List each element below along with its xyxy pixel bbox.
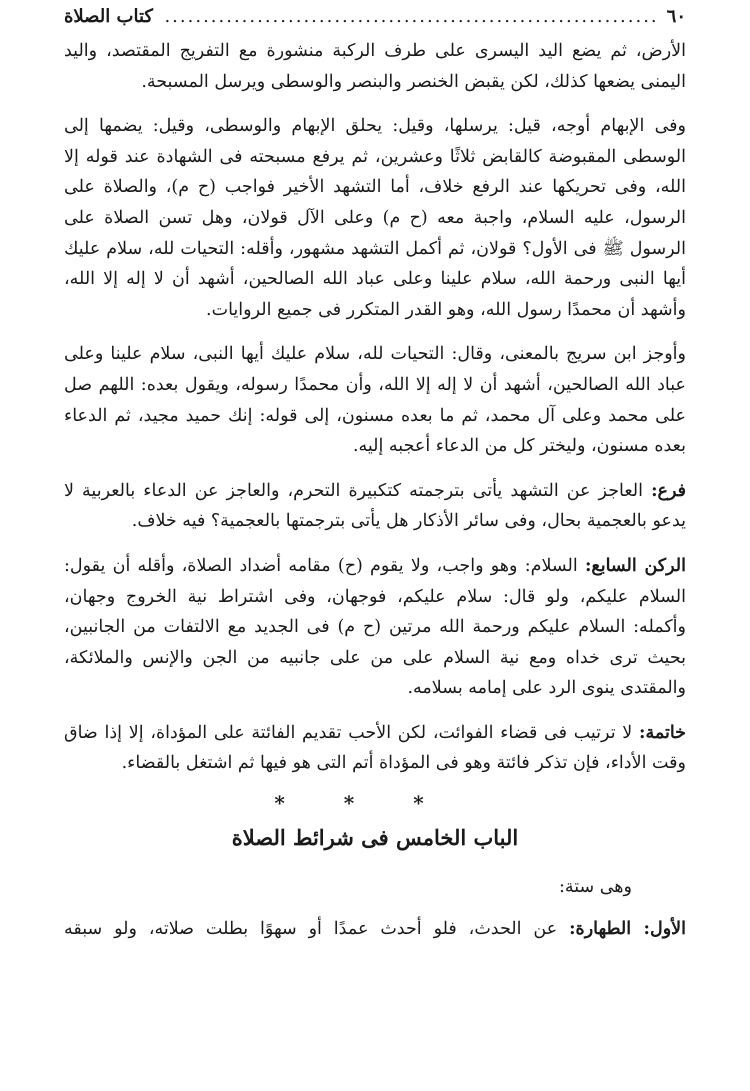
paragraph-khatima bbox=[64, 718, 686, 779]
far-text: العاجز عن التشهد يأتى بترجمته كتكبيرة التحرم، والعاجز عن الدعاء بالعربية لا يدعو بالعجمية بحال، وفى سائر الأذكار هل يأتى بترجمتها بالعجمية؟ فيه خلاف. bbox=[64, 480, 686, 532]
far-label: فرع: bbox=[651, 480, 686, 501]
first-condition-text: عن الحدث، فلو أحدث عمدًا أو سهوًا بطلت صلاته، ولو سبقه bbox=[64, 919, 570, 940]
first-condition-label: الأول: الطهارة: bbox=[569, 919, 686, 940]
section-separator: * * * bbox=[274, 791, 450, 816]
khatima-text: لا ترتيب فى قضاء الفوائت، لكن الأحب تقديم الفائتة على المؤداة، إلا إذا ضاق وقت الأداء، فإن تذكر فائتة وهو فى المؤداة أتم التى هو فيها ثم اشتغل بالقضاء. bbox=[64, 722, 686, 774]
page-number: ٦٠ bbox=[666, 6, 686, 27]
paragraph-thumb-and-tashahhud: وفى الإبهام أوجه، قيل: يرسلها، وقيل: يحلق الإبهام والوسطى، وقيل: يضمها إلى الوسطى المقبوضة كالقابض ثلاثًا وعشرين، ثم يرفع مسبحته فى الشهادة عند قوله إلا الله، وفى تحريكها عند الرفع خلاف، أما التشهد الأخير فواجب (ح م)، والصلاة على الرسول، عليه السلام، واجبة معه (ح م) وعلى الآل قولان، وهل تسن الصلاة على الرسول ﷺ فى الأول؟ قولان، ثم أكمل التشهد مشهور، وأقله: التحيات لله، سلام عليك أيها النبى ورحمة الله، سلام علينا وعلى عباد الله الصالحين، أشهد أن لا إله إلا الله، وأشهد أن محمدًا رسول الله، وهو القدر المتكرر فى جميع الروايات. bbox=[64, 116, 686, 320]
chapter-title: الباب الخامس فى شرائط الصلاة bbox=[231, 825, 519, 851]
first-condition bbox=[64, 914, 686, 944]
dotted-leader bbox=[161, 4, 659, 30]
paragraph-hand-placement: الأرض، ثم يضع اليد اليسرى على طرف الركبة منشورة مع التفريج المقتصد، واليد اليمنى يضعها كذلك، لكن يقبض الخنصر والبنصر والوسطى ويرسل المسبحة. bbox=[64, 41, 686, 92]
paragraph-seventh-pillar bbox=[64, 551, 686, 704]
chapter-intro: وهى ستة: bbox=[558, 877, 632, 898]
khatima-label: خاتمة: bbox=[639, 722, 686, 743]
paragraph-ibn-surayj: وأوجز ابن سريج بالمعنى، وقال: التحيات لله، سلام عليك أيها النبى، سلام علينا وعلى عباد الله الصالحين، أشهد أن لا إله إلا الله، وأن محمدًا رسوله، ويقول بعده: اللهم صل على محمد وعلى آل محمد، ثم ما بعده مسنون، إلى قوله: إنك حميد مجيد، ثم الدعاء بعده مسنون، وليختر كل من الدعاء أعجبه إليه. bbox=[64, 344, 686, 457]
running-title: كتاب الصلاة bbox=[64, 6, 153, 27]
running-header bbox=[64, 4, 686, 30]
seventh-pillar-text: السلام: وهو واجب، ولا يقوم (ح) مقامه أضداد الصلاة، وأقله أن يقول: السلام عليكم، ولو قال: سلام عليكم، فوجهان، وفى اشتراط نية الخروج وجهان، وأكمله: السلام عليكم ورحمة الله مرتين (ح م) فى الجديد مع الالتفات من الجانبين، بحيث ترى خداه ومع نية السلام على من على جانبيه من الجن والإنس والملائكة، والمقتدى ينوى الرد على إمامه بسلامه. bbox=[64, 555, 686, 699]
seventh-pillar-label: الركن السابع: bbox=[584, 555, 686, 576]
paragraph-far bbox=[64, 476, 686, 537]
